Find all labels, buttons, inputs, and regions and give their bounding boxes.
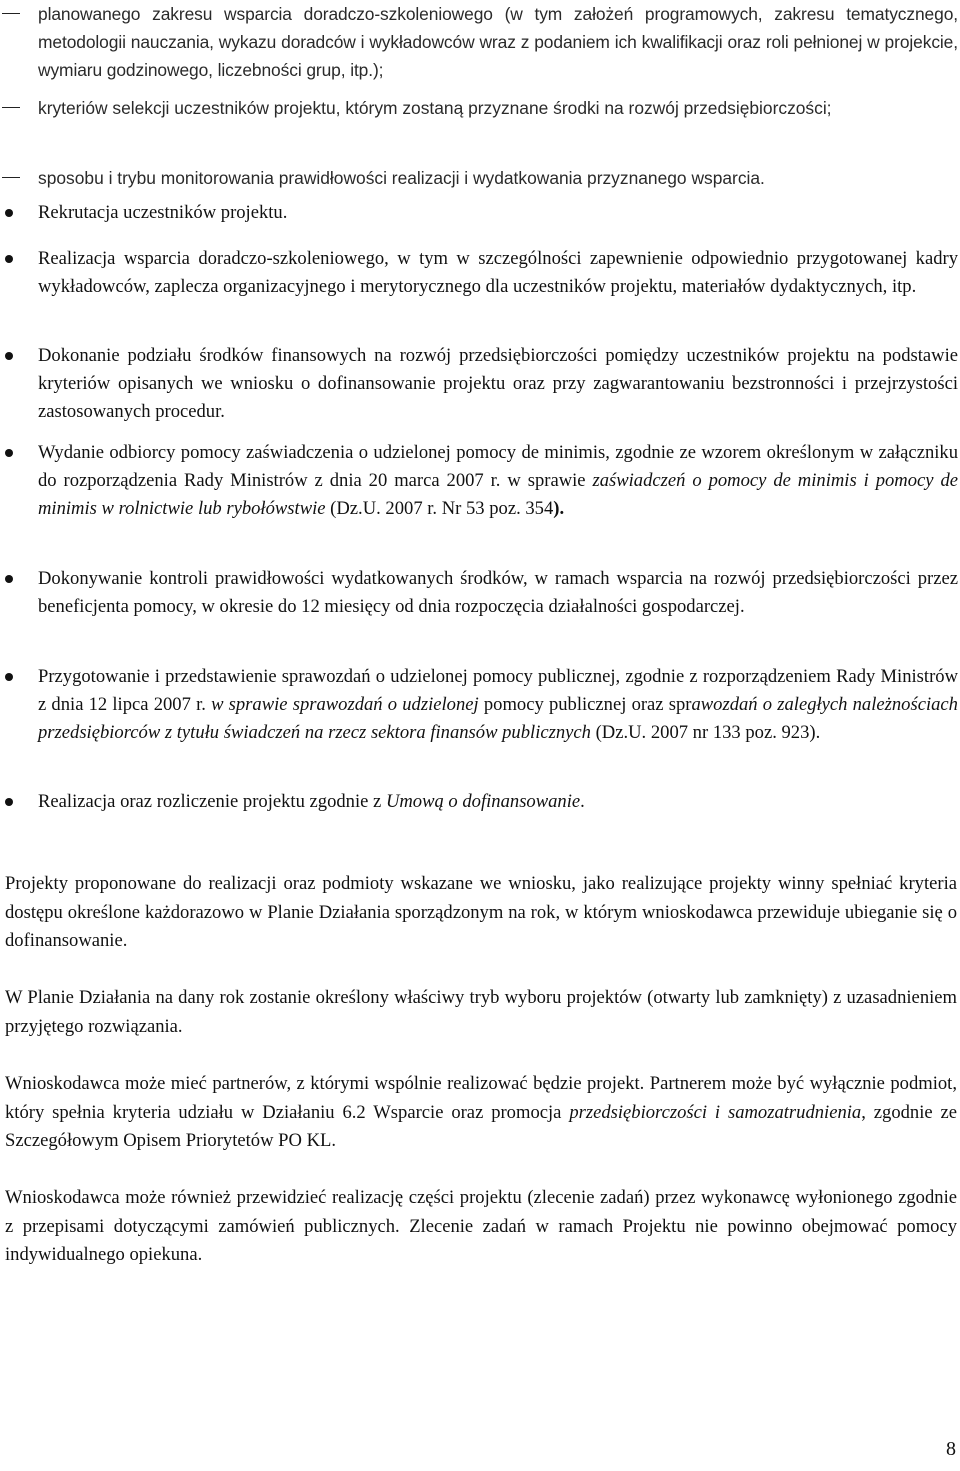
bullet-item-rekrutacja: Rekrutacja uczestników projektu.	[38, 199, 958, 227]
dash-item-monitorowanie: sposobu i trybu monitorowania prawidłowości realizacji i wydatkowania przyznanego wsparcia.	[38, 164, 958, 192]
dash-item-zakres-wsparcia: planowanego zakresu wsparcia doradczo-szkoleniowego (w tym założeń programowych, zakresu tematycznego, metodologii nauczania, wykazu doradców i wykładowców wraz z podaniem ich kwalifikacji oraz roli pełnionej w projekcie, wymiaru godzinowego, liczebności grup, itp.);	[38, 0, 958, 84]
paragraph-kryteria-dostepu: Projekty proponowane do realizacji oraz podmioty wskazane we wniosku, jako realizujące projekty winny spełniać kryteria dostępu określone każdorazowo w Planie Działania sporządzonym na rok, w którym wnioskodawca przewiduje ubieganie się o dofinansowanie.	[5, 873, 957, 951]
page-number: 8	[946, 1438, 956, 1460]
bullet-item-zaswiadczenie-de-minimis: Wydanie odbiorcy pomocy zaświadczenia o udzielonej pomocy de minimis, zgodnie ze wzorem określonym w załączniku do rozporządzenia Rady Ministrów z dnia 20 marca 2007 r. w sprawie zaświadczeń o pomocy de minimis i pomocy de minimis w rolnictwie lub rybołówstwie (Dz.U. 2007 r. Nr 53 poz. 354).	[38, 439, 958, 523]
paragraph-zlecenie-zadan: Wnioskodawca może również przewidzieć realizację części projektu (zlecenie zadań) przez wykonawcę wyłonionego zgodnie z przepisami dotyczącymi zamówień publicznych. Zlecenie zadań w ramach Projektu nie powinno obejmować pomocy indywidualnego opiekuna.	[5, 1187, 957, 1265]
bullet-item-podzial-srodkow: Dokonanie podziału środków finansowych na rozwój przedsiębiorczości pomiędzy uczestników projektu na podstawie kryteriów opisanych we wniosku o dofinansowanie projektu oraz przy zagwarantowaniu bezstronności i przejrzystości zastosowanych procedur.	[38, 342, 958, 426]
bullet-item-rozliczenie: Realizacja oraz rozliczenie projektu zgodnie z Umową o dofinansowanie.	[38, 788, 958, 816]
paragraph-tryb-wyboru: W Planie Działania na dany rok zostanie określony właściwy tryb wyboru projektów (otwarty lub zamknięty) z uzasadnieniem przyjętego rozwiązania.	[5, 987, 957, 1037]
paragraph-partnerzy: Wnioskodawca może mieć partnerów, z którymi wspólnie realizować będzie projekt. Partnerem może być wyłącznie podmiot, który spełnia kryteria udziału w Działaniu 6.2 Wsparcie oraz promocja przedsiębiorczości i samozatrudnienia, zgodnie ze Szczegółowym Opisem Priorytetów PO KL.	[5, 1073, 958, 1151]
bullet-item-sprawozdania: Przygotowanie i przedstawienie sprawozdań o udzielonej pomocy publicznej, zgodnie z rozporządzeniem Rady Ministrów z dnia 12 lipca 2007 r. w sprawie sprawozdań o udzielonej pomocy publicznej oraz sprawozdań o zaległych należnościach przedsiębiorców z tytułu świadczeń na rzecz sektora finansów publicznych (Dz.U. 2007 nr 133 poz. 923).	[38, 663, 958, 747]
bullet-item-kontrola: Dokonywanie kontroli prawidłowości wydatkowanych środków, w ramach wsparcia na rozwój przedsiębiorczości przez beneficjenta pomocy, w okresie do 12 miesięcy od dnia rozpoczęcia działalności gospodarczej.	[38, 565, 958, 621]
dash-item-kryteria-selekcji: kryteriów selekcji uczestników projektu, którym zostaną przyznane środki na rozwój przedsiębiorczości;	[38, 94, 958, 122]
bullet-item-realizacja-wsparcia: Realizacja wsparcia doradczo-szkoleniowego, w tym w szczególności zapewnienie odpowiednio przygotowanej kadry wykładowców, zaplecza organizacyjnego i merytorycznego dla uczestników projektu, materiałów dydaktycznych, itp.	[38, 245, 958, 301]
